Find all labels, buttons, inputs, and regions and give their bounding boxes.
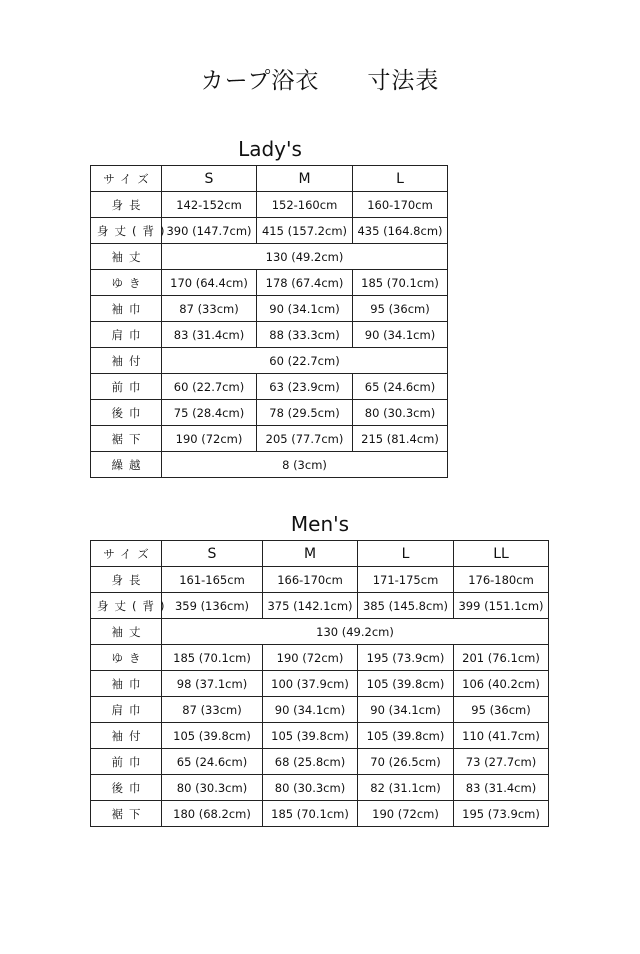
value-cell: 185 (70.1cm) (162, 645, 263, 671)
value-cell: 201 (76.1cm) (454, 645, 549, 671)
size-header-l: L (358, 541, 454, 567)
spanned-value-cell: 130 (49.2cm) (162, 244, 448, 270)
value-cell: 68 (25.8cm) (263, 749, 358, 775)
mens-section-heading: Men's (290, 512, 350, 536)
mens-size-table (90, 540, 549, 827)
value-cell: 171-175cm (358, 567, 454, 593)
value-cell: 180 (68.2cm) (162, 801, 263, 827)
value-cell: 170 (64.4cm) (162, 270, 257, 296)
row-label: 袖付 (91, 348, 162, 374)
value-cell: 90 (34.1cm) (353, 322, 448, 348)
value-cell: 435 (164.8cm) (353, 218, 448, 244)
spanned-value-cell: 60 (22.7cm) (162, 348, 448, 374)
row-label: 前巾 (91, 749, 162, 775)
table-row (91, 671, 549, 697)
value-cell: 100 (37.9cm) (263, 671, 358, 697)
table-row (91, 400, 448, 426)
value-cell: 90 (34.1cm) (358, 697, 454, 723)
spanned-value-cell: 8 (3cm) (162, 452, 448, 478)
value-cell: 65 (24.6cm) (353, 374, 448, 400)
page-title: カープ浴衣 寸法表 (200, 68, 440, 94)
value-cell: 161-165cm (162, 567, 263, 593)
row-label: 袖巾 (91, 671, 162, 697)
spanned-value-cell: 130 (49.2cm) (162, 619, 549, 645)
value-cell: 105 (39.8cm) (358, 723, 454, 749)
table-row (91, 619, 549, 645)
value-cell: 82 (31.1cm) (358, 775, 454, 801)
table-row (91, 244, 448, 270)
value-cell: 95 (36cm) (353, 296, 448, 322)
value-cell: 87 (33cm) (162, 697, 263, 723)
value-cell: 178 (67.4cm) (257, 270, 353, 296)
value-cell: 205 (77.7cm) (257, 426, 353, 452)
table-row (91, 749, 549, 775)
table-row (91, 697, 549, 723)
row-label: 身長 (91, 192, 162, 218)
value-cell: 190 (72cm) (358, 801, 454, 827)
row-label: 身丈(背) (91, 593, 162, 619)
table-row (91, 348, 448, 374)
value-cell: 73 (27.7cm) (454, 749, 549, 775)
value-cell: 98 (37.1cm) (162, 671, 263, 697)
table-row (91, 192, 448, 218)
row-label: 裾下 (91, 426, 162, 452)
row-label: 肩巾 (91, 322, 162, 348)
value-cell: 190 (72cm) (162, 426, 257, 452)
value-cell: 190 (72cm) (263, 645, 358, 671)
size-header-ll: LL (454, 541, 549, 567)
value-cell: 176-180cm (454, 567, 549, 593)
row-label: 袖丈 (91, 244, 162, 270)
table-row (91, 567, 549, 593)
value-cell: 60 (22.7cm) (162, 374, 257, 400)
value-cell: 63 (23.9cm) (257, 374, 353, 400)
value-cell: 88 (33.3cm) (257, 322, 353, 348)
value-cell: 166-170cm (263, 567, 358, 593)
table-row (91, 322, 448, 348)
value-cell: 105 (39.8cm) (162, 723, 263, 749)
value-cell: 399 (151.1cm) (454, 593, 549, 619)
value-cell: 375 (142.1cm) (263, 593, 358, 619)
row-label: 袖巾 (91, 296, 162, 322)
row-label: 前巾 (91, 374, 162, 400)
value-cell: 80 (30.3cm) (162, 775, 263, 801)
table-row (91, 296, 448, 322)
row-label: 身丈(背) (91, 218, 162, 244)
ladies-size-table (90, 165, 448, 478)
value-cell: 385 (145.8cm) (358, 593, 454, 619)
value-cell: 95 (36cm) (454, 697, 549, 723)
header-row (91, 541, 549, 567)
row-label: 身長 (91, 567, 162, 593)
table-row (91, 426, 448, 452)
row-label: ゆき (91, 645, 162, 671)
size-header-s: S (162, 541, 263, 567)
table-row (91, 452, 448, 478)
row-label: 肩巾 (91, 697, 162, 723)
table-row (91, 723, 549, 749)
value-cell: 75 (28.4cm) (162, 400, 257, 426)
value-cell: 105 (39.8cm) (263, 723, 358, 749)
row-label: 裾下 (91, 801, 162, 827)
value-cell: 80 (30.3cm) (353, 400, 448, 426)
value-cell: 195 (73.9cm) (358, 645, 454, 671)
value-cell: 152-160cm (257, 192, 353, 218)
row-label: 繰越 (91, 452, 162, 478)
size-header-l: L (353, 166, 448, 192)
value-cell: 390 (147.7cm) (162, 218, 257, 244)
value-cell: 83 (31.4cm) (454, 775, 549, 801)
value-cell: 90 (34.1cm) (257, 296, 353, 322)
ladies-section-heading: Lady's (238, 137, 302, 161)
value-cell: 185 (70.1cm) (353, 270, 448, 296)
size-header-m: M (257, 166, 353, 192)
value-cell: 110 (41.7cm) (454, 723, 549, 749)
table-row (91, 593, 549, 619)
value-cell: 65 (24.6cm) (162, 749, 263, 775)
row-label: ゆき (91, 270, 162, 296)
size-header-s: S (162, 166, 257, 192)
row-label: 袖付 (91, 723, 162, 749)
row-label: 後巾 (91, 400, 162, 426)
value-cell: 195 (73.9cm) (454, 801, 549, 827)
value-cell: 215 (81.4cm) (353, 426, 448, 452)
value-cell: 90 (34.1cm) (263, 697, 358, 723)
row-label: 後巾 (91, 775, 162, 801)
table-row (91, 645, 549, 671)
table-row (91, 374, 448, 400)
size-header-m: M (263, 541, 358, 567)
table-row (91, 270, 448, 296)
value-cell: 415 (157.2cm) (257, 218, 353, 244)
value-cell: 70 (26.5cm) (358, 749, 454, 775)
table-row (91, 218, 448, 244)
table-row (91, 775, 549, 801)
value-cell: 78 (29.5cm) (257, 400, 353, 426)
header-row (91, 166, 448, 192)
value-cell: 142-152cm (162, 192, 257, 218)
value-cell: 160-170cm (353, 192, 448, 218)
value-cell: 83 (31.4cm) (162, 322, 257, 348)
value-cell: 185 (70.1cm) (263, 801, 358, 827)
value-cell: 105 (39.8cm) (358, 671, 454, 697)
value-cell: 359 (136cm) (162, 593, 263, 619)
value-cell: 87 (33cm) (162, 296, 257, 322)
value-cell: 106 (40.2cm) (454, 671, 549, 697)
value-cell: 80 (30.3cm) (263, 775, 358, 801)
size-header-label: サイズ (91, 166, 162, 192)
table-row (91, 801, 549, 827)
size-header-label: サイズ (91, 541, 162, 567)
row-label: 袖丈 (91, 619, 162, 645)
